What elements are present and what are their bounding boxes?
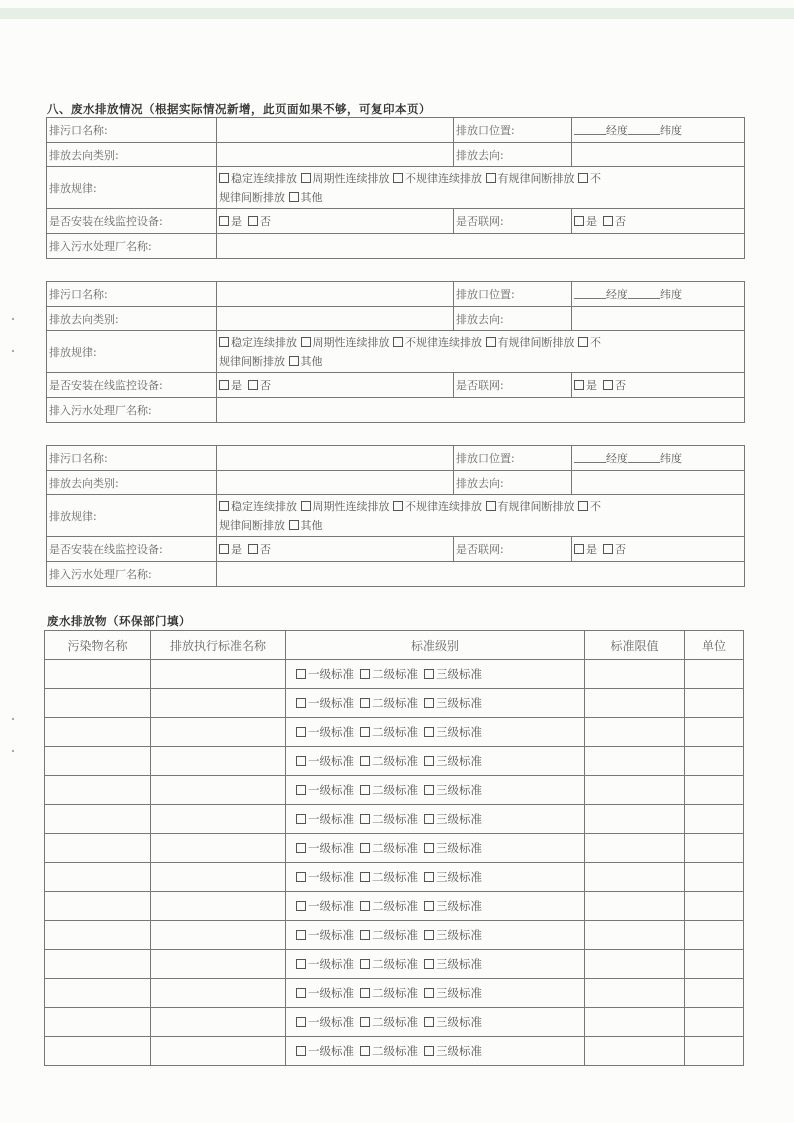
pollutant-table — [44, 630, 744, 1066]
outlet-location-field[interactable]: 经度 纬度 — [572, 446, 745, 471]
pattern-options[interactable]: 稳定连续排放 周期性连续排放 不规律连续排放 有规律间断排放 不 规律间断排放 其他 — [217, 331, 745, 373]
pattern-label: 排放规律: — [47, 331, 217, 373]
standard-name-cell[interactable] — [151, 776, 286, 805]
standard-level-cell[interactable]: 一级标准 二级标准 三级标准 — [286, 863, 585, 892]
direction-type-label: 排放去向类别: — [47, 471, 217, 495]
monitor-label: 是否安装在线监控设备: — [47, 537, 217, 562]
outlet-block-3 — [46, 445, 745, 587]
unit-cell[interactable] — [685, 689, 744, 718]
outlet-name-field[interactable] — [217, 282, 454, 307]
pattern-options[interactable]: 稳定连续排放 周期性连续排放 不规律连续排放 有规律间断排放 不 规律间断排放 其他 — [217, 167, 745, 209]
pollutant-row — [45, 863, 744, 892]
direction-type-field[interactable] — [217, 143, 454, 167]
outlet-block-2 — [46, 281, 745, 423]
monitor-options[interactable]: 是 否 — [217, 537, 454, 562]
pollutant-name-cell[interactable] — [45, 1008, 151, 1037]
margin-dot — [12, 318, 14, 320]
unit-cell[interactable] — [685, 863, 744, 892]
direction-type-field[interactable] — [217, 307, 454, 331]
direction-label: 排放去向: — [454, 307, 572, 331]
pollutant-name-cell[interactable] — [45, 805, 151, 834]
header-standard-limit: 标准限值 — [585, 631, 685, 660]
pollutant-row — [45, 950, 744, 979]
pattern-options[interactable]: 稳定连续排放 周期性连续排放 不规律连续排放 有规律间断排放 不 规律间断排放 其他 — [217, 495, 745, 537]
standard-limit-cell[interactable] — [585, 921, 685, 950]
network-options[interactable]: 是 否 — [572, 537, 745, 562]
standard-limit-cell[interactable] — [585, 892, 685, 921]
pollutant-row — [45, 718, 744, 747]
standard-name-cell[interactable] — [151, 979, 286, 1008]
pollutant-name-cell[interactable] — [45, 979, 151, 1008]
pattern-label: 排放规律: — [47, 167, 217, 209]
pollutant-name-cell[interactable] — [45, 950, 151, 979]
standard-level-cell[interactable]: 一级标准 二级标准 三级标准 — [286, 950, 585, 979]
network-label: 是否联网: — [454, 537, 572, 562]
pollutant-name-cell[interactable] — [45, 776, 151, 805]
unit-cell[interactable] — [685, 950, 744, 979]
standard-level-cell[interactable]: 一级标准 二级标准 三级标准 — [286, 979, 585, 1008]
unit-cell[interactable] — [685, 805, 744, 834]
standard-name-cell[interactable] — [151, 660, 286, 689]
standard-limit-cell[interactable] — [585, 1008, 685, 1037]
network-label: 是否联网: — [454, 373, 572, 398]
standard-limit-cell[interactable] — [585, 950, 685, 979]
unit-cell[interactable] — [685, 1037, 744, 1066]
outlet-location-label: 排放口位置: — [454, 282, 572, 307]
standard-level-cell[interactable]: 一级标准 二级标准 三级标准 — [286, 921, 585, 950]
pollutant-name-cell[interactable] — [45, 892, 151, 921]
network-options[interactable]: 是 否 — [572, 209, 745, 234]
unit-cell[interactable] — [685, 921, 744, 950]
direction-type-label: 排放去向类别: — [47, 143, 217, 167]
standard-limit-cell[interactable] — [585, 1037, 685, 1066]
standard-name-cell[interactable] — [151, 747, 286, 776]
unit-cell[interactable] — [685, 747, 744, 776]
pollutant-row — [45, 776, 744, 805]
pattern-label: 排放规律: — [47, 495, 217, 537]
standard-name-cell[interactable] — [151, 805, 286, 834]
direction-type-label: 排放去向类别: — [47, 307, 217, 331]
standard-level-cell[interactable]: 一级标准 二级标准 三级标准 — [286, 892, 585, 921]
unit-cell[interactable] — [685, 776, 744, 805]
header-pollutant-name: 污染物名称 — [45, 631, 151, 660]
outlet-name-field[interactable] — [217, 446, 454, 471]
direction-label: 排放去向: — [454, 471, 572, 495]
outlet-name-label: 排污口名称: — [47, 282, 217, 307]
plant-label: 排入污水处理厂名称: — [47, 234, 217, 259]
pollutant-row — [45, 689, 744, 718]
pollutant-row — [45, 805, 744, 834]
standard-name-cell[interactable] — [151, 921, 286, 950]
standard-limit-cell[interactable] — [585, 863, 685, 892]
pollutant-name-cell[interactable] — [45, 660, 151, 689]
plant-label: 排入污水处理厂名称: — [47, 398, 217, 423]
standard-level-cell[interactable]: 一级标准 二级标准 三级标准 — [286, 776, 585, 805]
outlet-name-label: 排污口名称: — [47, 446, 217, 471]
standard-name-cell[interactable] — [151, 689, 286, 718]
pollutant-name-cell[interactable] — [45, 863, 151, 892]
unit-cell[interactable] — [685, 892, 744, 921]
pollutant-row — [45, 747, 744, 776]
standard-level-cell[interactable]: 一级标准 二级标准 三级标准 — [286, 834, 585, 863]
direction-field[interactable] — [572, 471, 745, 495]
standard-limit-cell[interactable] — [585, 689, 685, 718]
outlet-location-field[interactable]: 经度 纬度 — [572, 282, 745, 307]
header-standard-name: 排放执行标准名称 — [151, 631, 286, 660]
pollutant-row — [45, 834, 744, 863]
unit-cell[interactable] — [685, 660, 744, 689]
standard-name-cell[interactable] — [151, 718, 286, 747]
monitor-options[interactable]: 是 否 — [217, 209, 454, 234]
header-unit: 单位 — [685, 631, 744, 660]
unit-cell[interactable] — [685, 718, 744, 747]
pollutant-name-cell[interactable] — [45, 1037, 151, 1066]
standard-level-cell[interactable]: 一级标准 二级标准 三级标准 — [286, 1008, 585, 1037]
monitor-options[interactable]: 是 否 — [217, 373, 454, 398]
standard-level-cell[interactable]: 一级标准 二级标准 三级标准 — [286, 718, 585, 747]
standard-level-cell[interactable]: 一级标准 二级标准 三级标准 — [286, 805, 585, 834]
plant-field[interactable] — [217, 398, 745, 423]
monitor-label: 是否安装在线监控设备: — [47, 209, 217, 234]
standard-name-cell[interactable] — [151, 1037, 286, 1066]
outlet-location-label: 排放口位置: — [454, 118, 572, 143]
standard-limit-cell[interactable] — [585, 718, 685, 747]
pollutant-row — [45, 979, 744, 1008]
standard-name-cell[interactable] — [151, 834, 286, 863]
standard-name-cell[interactable] — [151, 1008, 286, 1037]
outlet-block-1 — [46, 117, 745, 259]
margin-dot — [12, 750, 14, 752]
unit-cell[interactable] — [685, 1008, 744, 1037]
plant-label: 排入污水处理厂名称: — [47, 562, 217, 587]
direction-field[interactable] — [572, 307, 745, 331]
plant-field[interactable] — [217, 234, 745, 259]
pollutant-name-cell[interactable] — [45, 834, 151, 863]
direction-field[interactable] — [572, 143, 745, 167]
pollutant-row — [45, 921, 744, 950]
header-standard-level: 标准级别 — [286, 631, 585, 660]
standard-limit-cell[interactable] — [585, 660, 685, 689]
standard-level-cell[interactable]: 一级标准 二级标准 三级标准 — [286, 660, 585, 689]
standard-level-cell[interactable]: 一级标准 二级标准 三级标准 — [286, 689, 585, 718]
pollutant-name-cell[interactable] — [45, 747, 151, 776]
outlet-name-label: 排污口名称: — [47, 118, 217, 143]
direction-type-field[interactable] — [217, 471, 454, 495]
standard-limit-cell[interactable] — [585, 834, 685, 863]
outlet-name-field[interactable] — [217, 118, 454, 143]
standard-level-cell[interactable]: 一级标准 二级标准 三级标准 — [286, 1037, 585, 1066]
section-8-title: 八、废水排放情况（根据实际情况新增，此页面如果不够，可复印本页） — [47, 102, 431, 116]
outlet-location-field[interactable]: 经度 纬度 — [572, 118, 745, 143]
network-options[interactable]: 是 否 — [572, 373, 745, 398]
standard-limit-cell[interactable] — [585, 747, 685, 776]
standard-limit-cell[interactable] — [585, 979, 685, 1008]
pollutant-row — [45, 1008, 744, 1037]
pollutant-row — [45, 892, 744, 921]
margin-dot — [12, 350, 14, 352]
standard-name-cell[interactable] — [151, 863, 286, 892]
standard-level-cell[interactable]: 一级标准 二级标准 三级标准 — [286, 747, 585, 776]
standard-name-cell[interactable] — [151, 892, 286, 921]
network-label: 是否联网: — [454, 209, 572, 234]
pollutant-row — [45, 1037, 744, 1066]
direction-label: 排放去向: — [454, 143, 572, 167]
margin-dot — [12, 718, 14, 720]
standard-name-cell[interactable] — [151, 950, 286, 979]
standard-limit-cell[interactable] — [585, 776, 685, 805]
pollutant-row — [45, 660, 744, 689]
unit-cell[interactable] — [685, 834, 744, 863]
outlet-location-label: 排放口位置: — [454, 446, 572, 471]
monitor-label: 是否安装在线监控设备: — [47, 373, 217, 398]
pollutant-name-cell[interactable] — [45, 921, 151, 950]
top-color-band — [0, 8, 794, 19]
plant-field[interactable] — [217, 562, 745, 587]
pollutant-name-cell[interactable] — [45, 718, 151, 747]
pollutant-section-title: 废水排放物（环保部门填） — [47, 614, 191, 628]
pollutant-name-cell[interactable] — [45, 689, 151, 718]
unit-cell[interactable] — [685, 979, 744, 1008]
standard-limit-cell[interactable] — [585, 805, 685, 834]
